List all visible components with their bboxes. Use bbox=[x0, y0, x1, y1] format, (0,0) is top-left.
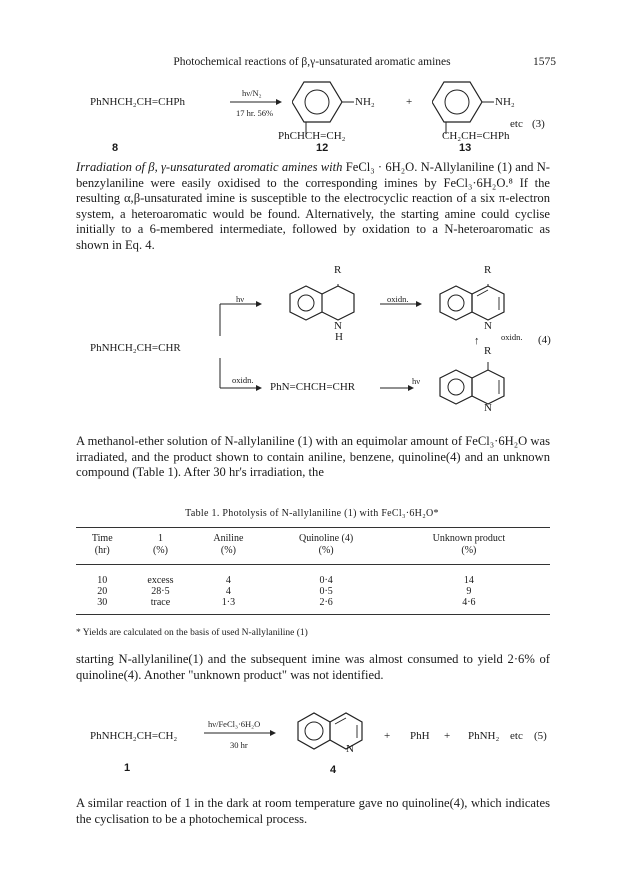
table-header-aniline: Aniline bbox=[192, 528, 264, 546]
table-cell: 4·6 bbox=[388, 597, 550, 615]
eq5-plus-1: + bbox=[384, 730, 391, 742]
paragraph-3 bbox=[76, 652, 550, 683]
table-cell: trace bbox=[129, 597, 193, 615]
eq3-reactant: PhNHCH₂CH=CHPh bbox=[90, 96, 186, 108]
table-cell: 4 bbox=[225, 575, 231, 586]
eq5-reactant: PhNHCH₂CH=CH₂ bbox=[90, 730, 178, 742]
eq3-benzene-ring-1 bbox=[292, 78, 354, 126]
eq4-scheme bbox=[80, 284, 550, 450]
eq5-number: (5) bbox=[534, 730, 547, 742]
table-cell: 20 bbox=[97, 586, 108, 597]
eq5-product-number: 4 bbox=[330, 764, 337, 776]
photolysis-table bbox=[76, 527, 550, 615]
eq4-r-label-1: R bbox=[334, 264, 342, 276]
eq3-number: (3) bbox=[532, 118, 545, 130]
eq5-phnh2: PhNH₂ bbox=[468, 730, 500, 742]
table-unit: (%) bbox=[129, 545, 193, 565]
eq4-number: (4) bbox=[538, 334, 551, 346]
paragraph-4 bbox=[76, 796, 550, 827]
eq3-plus: + bbox=[406, 96, 413, 108]
eq4-hv-bottom: hν bbox=[412, 376, 421, 386]
eq5-plus-2: + bbox=[444, 730, 451, 742]
table-cell: excess bbox=[147, 575, 174, 586]
eq3-condition-bottom: 17 hr. 56% bbox=[236, 108, 274, 118]
table-cell: 9 bbox=[466, 586, 472, 597]
table-unit: (%) bbox=[388, 545, 550, 565]
table-row bbox=[76, 586, 550, 597]
eq5-arrow bbox=[204, 728, 276, 738]
eq5-etc: etc bbox=[510, 730, 523, 742]
eq3-product-2-substituent: NH₂ bbox=[495, 96, 515, 108]
table-header-quinoline: Quinoline (4) bbox=[264, 528, 387, 546]
eq3-benzene-ring-2 bbox=[432, 78, 494, 126]
table-units-row bbox=[76, 545, 550, 565]
table-cell: 14 bbox=[463, 575, 474, 586]
table-row bbox=[76, 565, 550, 587]
table-cell: 0·5 bbox=[319, 586, 333, 597]
eq4-h-label: H bbox=[335, 331, 343, 343]
table-cell: 1·3 bbox=[192, 597, 264, 615]
tetrahydroquinoline-structure bbox=[290, 284, 354, 320]
eq5-condition-top: hν/FeCl₃·6H₂O bbox=[208, 719, 261, 729]
table-unit: (%) bbox=[264, 545, 387, 565]
eq4-oxidn-top: oxidn. bbox=[387, 294, 409, 304]
table-header-time: Time bbox=[76, 528, 129, 546]
eq3-reactant-number: 8 bbox=[112, 142, 119, 154]
eq3-product-1-chain: PhCHCH=CH₂ bbox=[278, 130, 346, 142]
eq5-condition-bottom: 30 hr bbox=[230, 740, 248, 750]
table-cell: 10 bbox=[97, 575, 108, 586]
table-cell: 2·6 bbox=[264, 597, 387, 615]
eq5-reactant-number: 1 bbox=[124, 762, 131, 774]
table-unit: (%) bbox=[192, 545, 264, 565]
eq4-n-label-2: N bbox=[484, 320, 492, 332]
eq3-product-1-substituent: NH₂ bbox=[355, 96, 375, 108]
paragraph-4-text: A similar reaction of 1 in the dark at room temperature gave no quinoline(4), which indicates the cyclisation to be a photochemical process. bbox=[76, 796, 550, 826]
dihydroquinoline-structure bbox=[440, 362, 504, 404]
paragraph-2 bbox=[76, 434, 550, 481]
eq4-n-label-3: N bbox=[484, 402, 492, 414]
table-unit: (hr) bbox=[76, 545, 129, 565]
quinoline-structure-upper bbox=[440, 284, 504, 320]
eq4-r-label-3: R bbox=[484, 345, 492, 357]
table-footnote: * Yields are calculated on the basis of used N-allylaniline (1) bbox=[76, 628, 308, 638]
eq3-product-1-number: 12 bbox=[316, 142, 329, 154]
eq4-imine: PhN=CHCH=CHR bbox=[270, 381, 356, 393]
eq4-n-label-1: N bbox=[334, 320, 342, 332]
paragraph-1-italic-lead: Irradiation of β, γ-unsaturated aromatic amines with bbox=[76, 160, 343, 174]
eq5-n-label: N bbox=[346, 743, 354, 755]
eq3-arrow bbox=[230, 97, 282, 107]
table-header-unknown: Unknown product bbox=[388, 528, 550, 546]
table-cell: 4 bbox=[225, 586, 231, 597]
eq4-oxidn-bottom: oxidn. bbox=[232, 375, 254, 385]
paragraph-1 bbox=[76, 160, 550, 254]
running-header-title: Photochemical reactions of β,γ-unsaturated aromatic amines bbox=[173, 56, 451, 68]
eq4-r-label-2: R bbox=[484, 264, 492, 276]
table-cell: 0·4 bbox=[319, 575, 333, 586]
eq3-product-2-number: 13 bbox=[459, 142, 472, 154]
eq3-condition-top: hν/N₂ bbox=[242, 88, 262, 98]
paragraph-3-text: starting N-allylaniline(1) and the subsequent imine was almost consumed to yield 2·6% of quinoline(4). Another "unknown product" was not identified. bbox=[76, 652, 550, 682]
table-row bbox=[76, 597, 550, 615]
table-header-1: 1 bbox=[129, 528, 193, 546]
eq3-product-2-chain: CH₂CH=CHPh bbox=[442, 130, 510, 142]
table-caption: Table 1. Photolysis of N-allylaniline (1) with FeCl₃·6H₂O* bbox=[185, 508, 439, 519]
page-number: 1575 bbox=[533, 56, 556, 68]
eq5-phh: PhH bbox=[410, 730, 430, 742]
eq3-etc: etc bbox=[510, 118, 523, 130]
table-cell: 28·5 bbox=[151, 586, 170, 597]
table-header-row bbox=[76, 528, 550, 546]
eq4-reactant: PhNHCH₂CH=CHR bbox=[90, 342, 181, 354]
paragraph-1-text: FeCl₃ · 6H₂O. N-Allylaniline (1) and N-benzylaniline were easily oxidised to the corresponding imines by FeCl₃·6H₂O.⁸ If the resulting α,β-unsaturated imine is susceptible to the electrocyclic reaction of a six π-electron system, a heteroaromatic would be found. Alternatively, the starting amine could cyclise initially to a 6-membered intermediate, followed by oxidation to a N-heteroaromatic as shown in Eq. 4. bbox=[76, 160, 550, 252]
eq5-quinoline-structure bbox=[296, 708, 368, 754]
table-cell: 30 bbox=[76, 597, 129, 615]
eq4-oxidn-vertical: oxidn. bbox=[501, 332, 523, 342]
paragraph-2-text: A methanol-ether solution of N-allylaniline (1) with an equimolar amount of FeCl₃·6H₂O was irradiated, and the product shown to contain aniline, benzene, quinoline(4) and an unknown compound (Table 1). After 30 hr's irradiation, the bbox=[76, 434, 550, 480]
eq4-up-arrow: ↑ bbox=[474, 335, 480, 347]
eq4-hv-top: hν bbox=[236, 294, 245, 304]
